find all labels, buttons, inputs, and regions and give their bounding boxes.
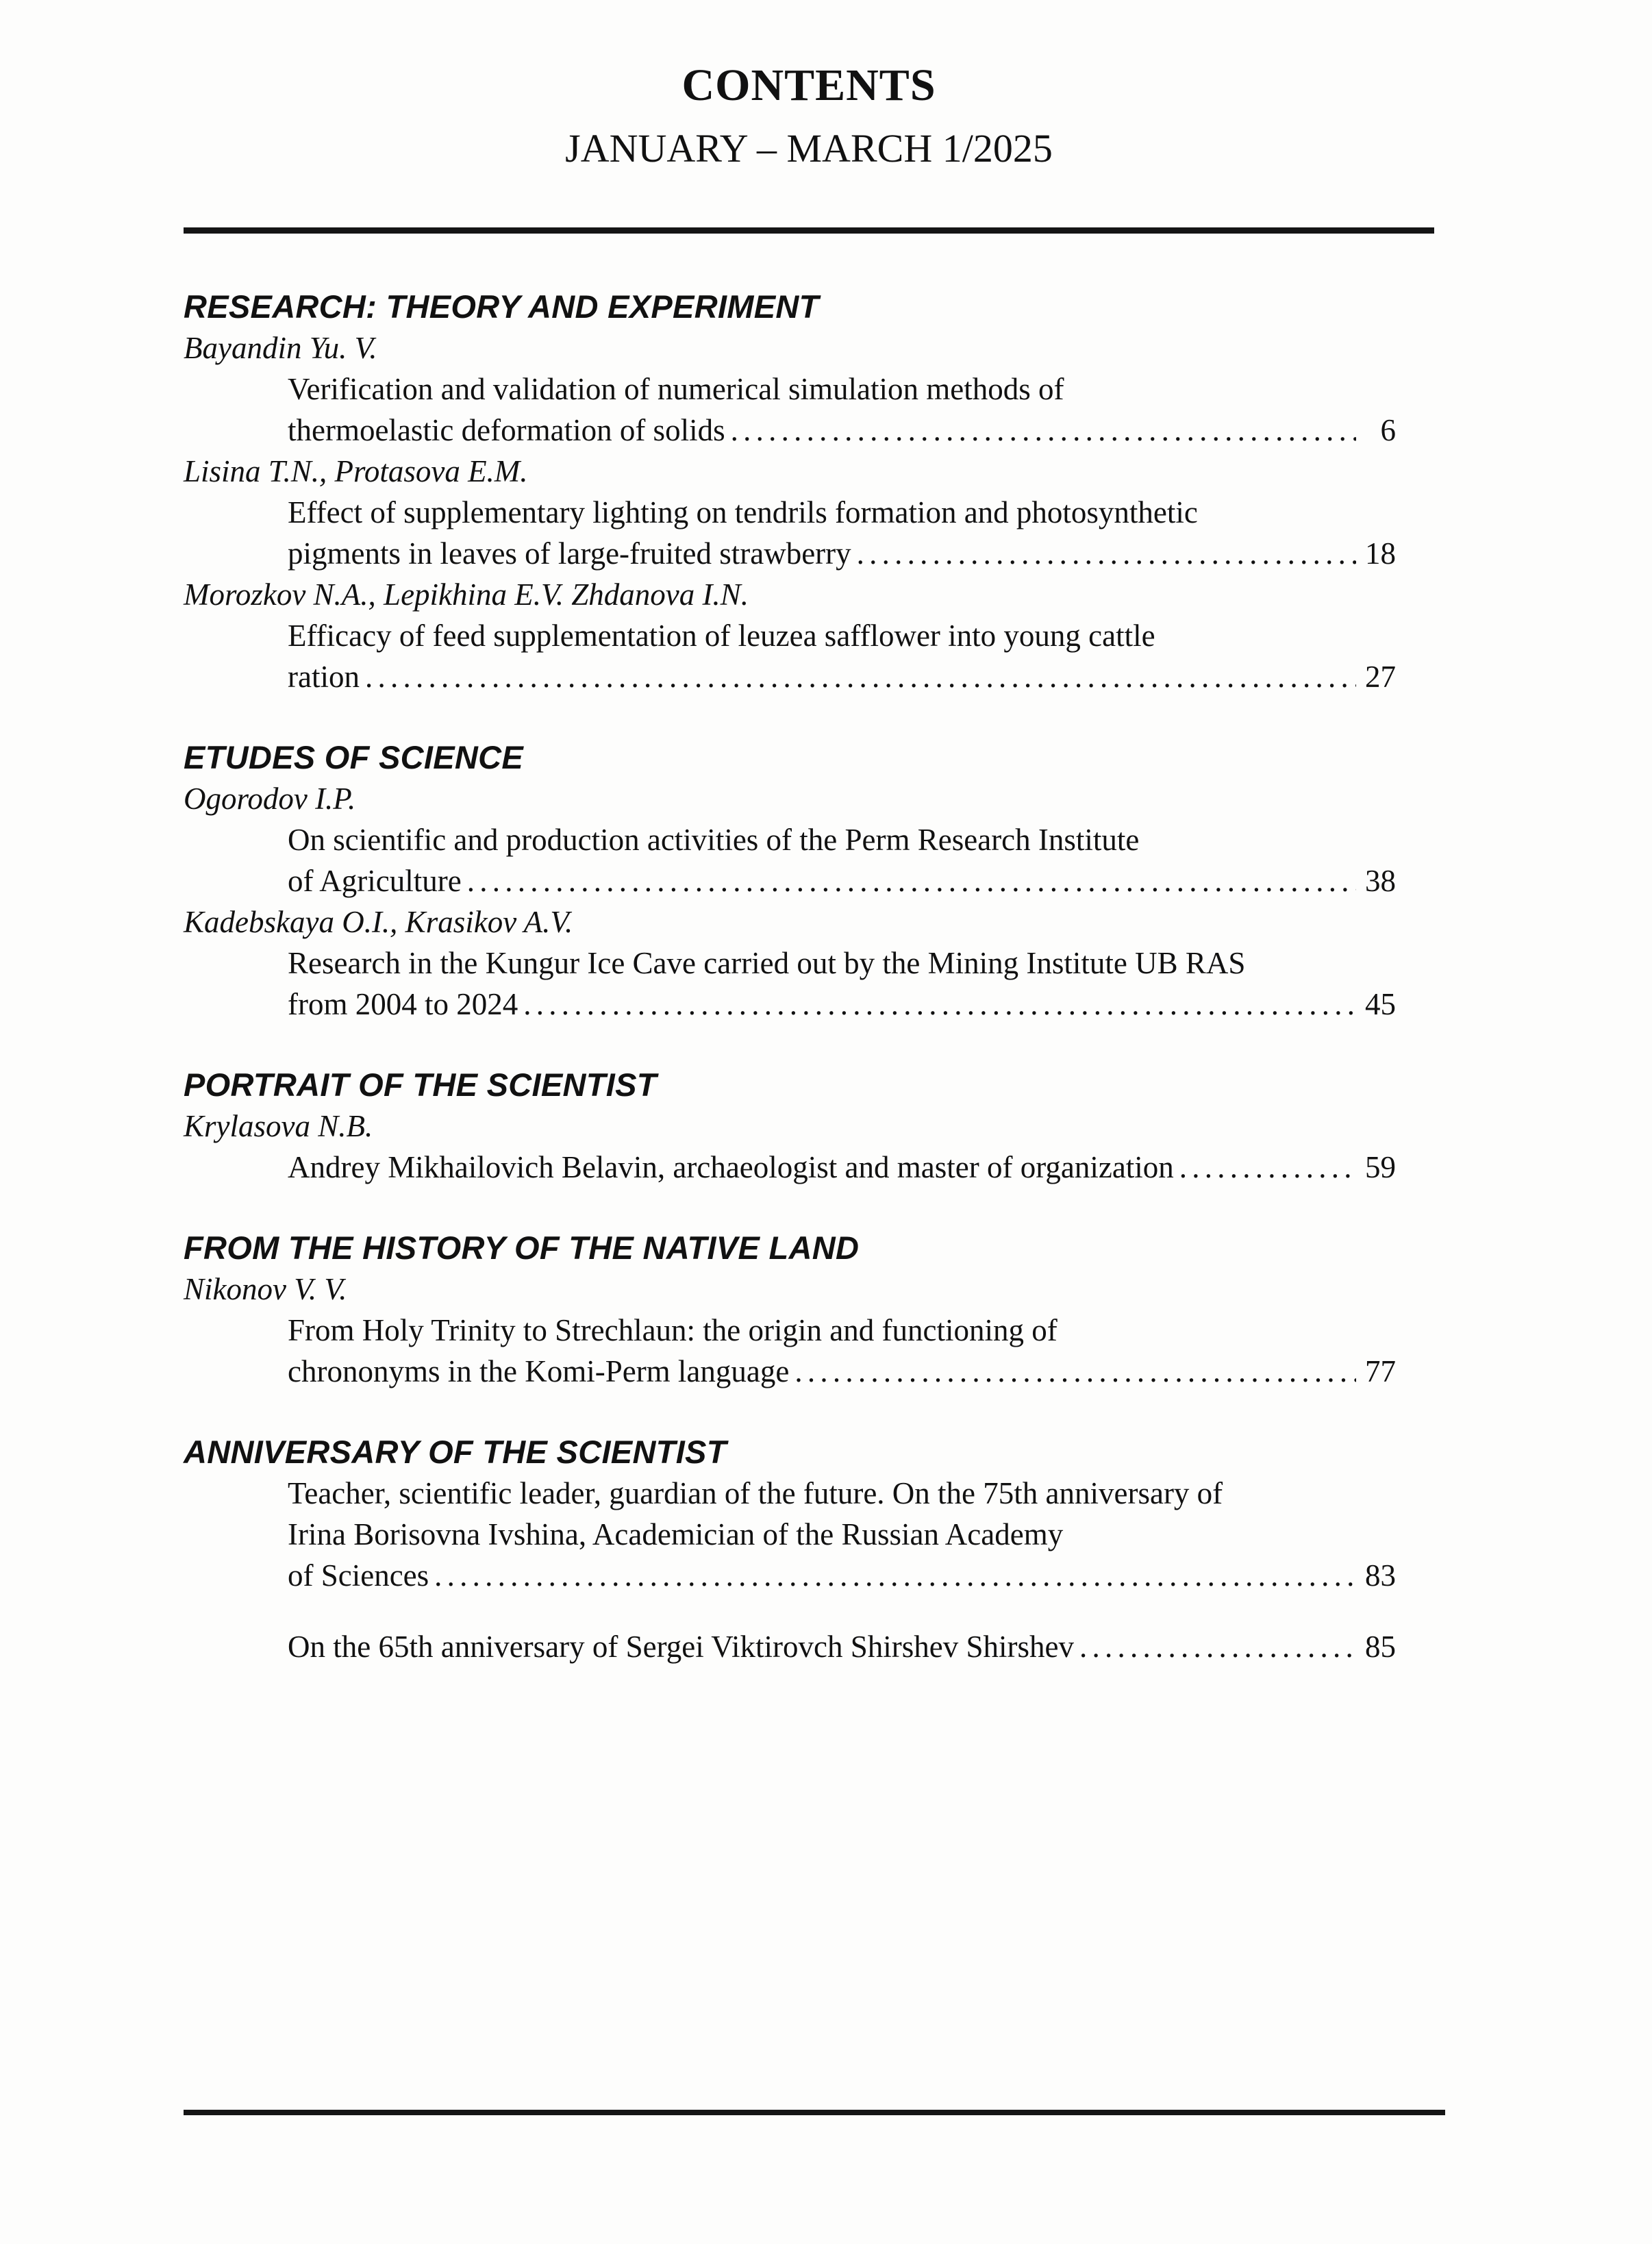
- dot-leader: [1079, 1626, 1356, 1667]
- entry-title-line: ration: [288, 660, 360, 694]
- dot-leader: [523, 984, 1356, 1025]
- page-number: 27: [1365, 660, 1396, 694]
- entry-title-line: From Holy Trinity to Strechlaun: the origin and functioning of: [288, 1313, 1057, 1347]
- dot-leader: [731, 410, 1356, 451]
- entry-title-line: Verification and validation of numerical simulation methods of: [288, 372, 1064, 406]
- entry-title: [184, 615, 1396, 697]
- entry-title: [184, 369, 1396, 451]
- entry-last-line: [288, 1626, 1396, 1667]
- entry-last-line: [288, 533, 1396, 574]
- entry-authors: Lisina T.N., Protasova E.M.: [184, 454, 528, 488]
- entry-title-line: Efficacy of feed supplementation of leuzea safflower into young cattle: [288, 619, 1155, 653]
- top-divider: [184, 227, 1434, 234]
- toc-entry[interactable]: [184, 901, 1396, 1025]
- page-number: 18: [1365, 536, 1396, 571]
- section-title: ANNIVERSARY OF THE SCIENTIST: [184, 1434, 727, 1470]
- toc-entry[interactable]: [184, 327, 1396, 451]
- page-number: 45: [1365, 987, 1396, 1021]
- dot-leader: [467, 860, 1356, 901]
- toc-section: [184, 737, 1396, 1025]
- entry-last-line: [288, 984, 1396, 1025]
- toc-entry[interactable]: [184, 451, 1396, 574]
- entry-authors: Morozkov N.A., Lepikhina E.V. Zhdanova I.N.: [184, 577, 749, 612]
- entry-title-line: thermoelastic deformation of solids: [288, 413, 725, 447]
- toc-entry[interactable]: [184, 1269, 1396, 1392]
- section-title: RESEARCH: THEORY AND EXPERIMENT: [184, 288, 819, 325]
- entry-title: [184, 1473, 1396, 1596]
- section-title: PORTRAIT OF THE SCIENTIST: [184, 1067, 657, 1103]
- entry-authors: Krylasova N.B.: [184, 1109, 373, 1143]
- page-number: 77: [1365, 1354, 1396, 1388]
- entry-title: [184, 1626, 1396, 1667]
- entry-title: [184, 819, 1396, 901]
- toc-entry[interactable]: [184, 1106, 1396, 1188]
- entry-title-line: of Agriculture: [288, 864, 462, 898]
- page-number: 38: [1365, 864, 1396, 898]
- entry-title: [184, 943, 1396, 1025]
- toc-section: [184, 1227, 1396, 1392]
- entry-title-line: of Sciences: [288, 1558, 429, 1593]
- entry-title-line: Effect of supplementary lighting on tendrils formation and photosynthetic: [288, 495, 1198, 529]
- entry-authors: Kadebskaya O.I., Krasikov A.V.: [184, 905, 573, 939]
- entry-title-line: pigments in leaves of large-fruited strawberry: [288, 536, 851, 571]
- entry-last-line: [288, 656, 1396, 697]
- page-number: 85: [1365, 1630, 1396, 1664]
- entry-authors: Nikonov V. V.: [184, 1272, 347, 1306]
- entry-title-line: On scientific and production activities of the Perm Research Institute: [288, 823, 1140, 857]
- dot-leader: [857, 533, 1356, 574]
- dot-leader: [794, 1351, 1356, 1392]
- table-of-contents: [184, 286, 1396, 1707]
- section-title: ETUDES OF SCIENCE: [184, 739, 524, 775]
- section-title: FROM THE HISTORY OF THE NATIVE LAND: [184, 1230, 860, 1266]
- bottom-divider: [184, 2110, 1445, 2115]
- page-title: CONTENTS: [681, 60, 936, 110]
- entry-authors: Ogorodov I.P.: [184, 782, 356, 816]
- page-number: 83: [1365, 1558, 1396, 1593]
- entry-last-line: [288, 1147, 1396, 1188]
- toc-section: [184, 1432, 1396, 1667]
- dot-leader: [1179, 1147, 1356, 1188]
- toc-entry[interactable]: [184, 1473, 1396, 1596]
- entry-title-line: On the 65th anniversary of Sergei Viktirovch Shirshev Shirshev: [288, 1630, 1074, 1664]
- page-header: [0, 55, 1618, 179]
- entry-last-line: [288, 410, 1396, 451]
- page-number: 6: [1380, 413, 1396, 447]
- entry-authors: Bayandin Yu. V.: [184, 331, 377, 365]
- entry-last-line: [288, 860, 1396, 901]
- entry-title-line: chrononyms in the Komi-Perm language: [288, 1354, 790, 1388]
- entry-last-line: [288, 1555, 1396, 1596]
- toc-entry[interactable]: [184, 1626, 1396, 1667]
- entry-title-line: Andrey Mikhailovich Belavin, archaeologist and master of organization: [288, 1150, 1174, 1184]
- issue-subtitle: JANUARY – MARCH 1/2025: [565, 126, 1053, 171]
- entry-title-line: from 2004 to 2024: [288, 987, 518, 1021]
- entry-title: [184, 1310, 1396, 1392]
- page-number: 59: [1365, 1150, 1396, 1184]
- entry-last-line: [288, 1351, 1396, 1392]
- toc-entry[interactable]: [184, 574, 1396, 697]
- entry-title-line: Research in the Kungur Ice Cave carried out by the Mining Institute UB RAS: [288, 946, 1246, 980]
- entry-title-line: Irina Borisovna Ivshina, Academician of the Russian Academy: [288, 1517, 1064, 1551]
- dot-leader: [434, 1555, 1356, 1596]
- toc-entry[interactable]: [184, 778, 1396, 901]
- toc-section: [184, 286, 1396, 697]
- dot-leader: [365, 656, 1356, 697]
- entry-title-line: Teacher, scientific leader, guardian of the future. On the 75th anniversary of: [288, 1476, 1223, 1510]
- toc-section: [184, 1064, 1396, 1188]
- entry-title: [184, 492, 1396, 574]
- entry-title: [184, 1147, 1396, 1188]
